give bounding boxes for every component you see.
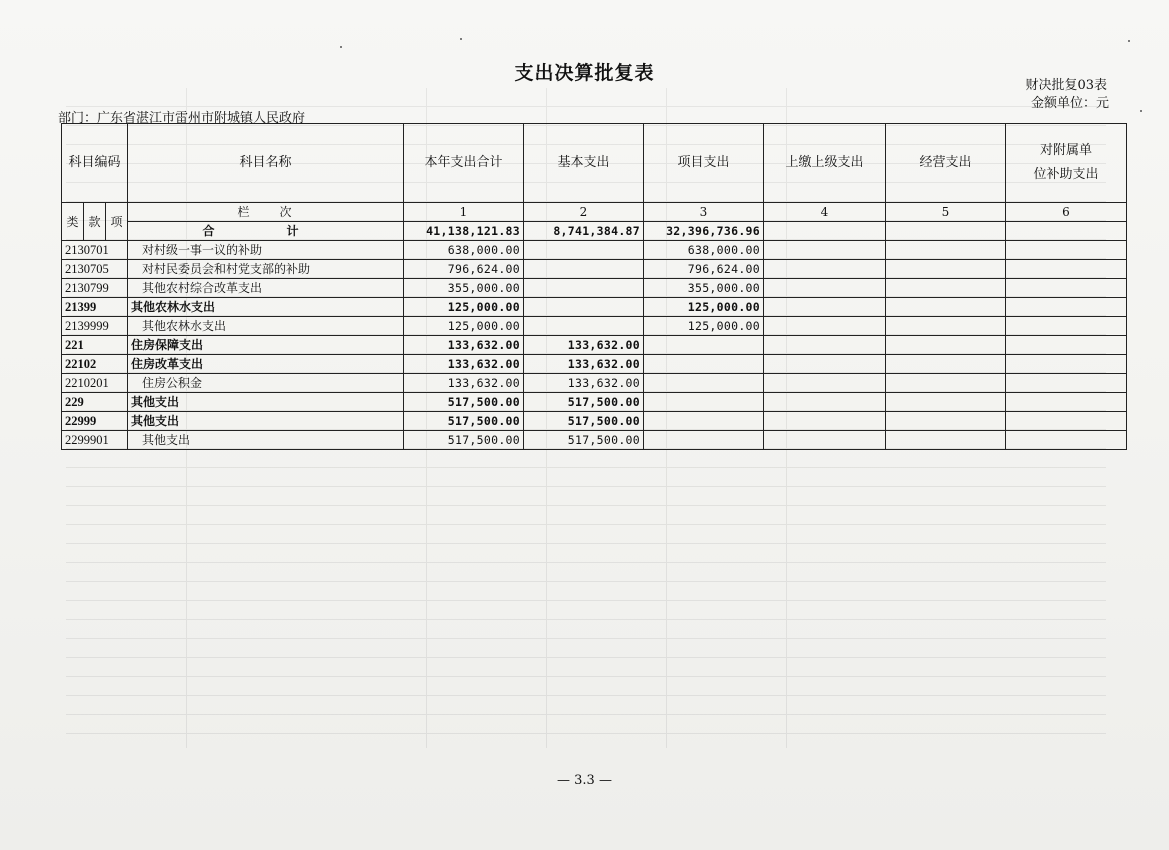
row-upper [764, 431, 886, 450]
row-business [886, 355, 1006, 374]
row-project [644, 393, 764, 412]
table-row [62, 241, 1127, 260]
table-row [62, 336, 1127, 355]
row-code: 2210201 [62, 374, 128, 393]
row-code: 229 [62, 393, 128, 412]
row-subsidy [1006, 317, 1127, 336]
row-name: 其他支出 [128, 393, 404, 412]
scan-speck [340, 46, 342, 48]
index-col-4: 4 [764, 203, 886, 222]
row-code: 2139999 [62, 317, 128, 336]
row-total: 125,000.00 [404, 317, 524, 336]
row-name: 住房改革支出 [128, 355, 404, 374]
row-name: 其他农林水支出 [128, 298, 404, 317]
row-business [886, 241, 1006, 260]
total-upper [764, 222, 886, 241]
row-code: 22999 [62, 412, 128, 431]
header-name: 科目名称 [128, 124, 404, 203]
header-project: 项目支出 [644, 124, 764, 203]
table-row [62, 431, 1127, 450]
row-total: 517,500.00 [404, 431, 524, 450]
row-basic: 517,500.00 [524, 412, 644, 431]
row-total: 638,000.00 [404, 241, 524, 260]
row-name: 对村级一事一议的补助 [128, 241, 404, 260]
row-total: 125,000.00 [404, 298, 524, 317]
form-number: 财决批复03表 [1025, 78, 1107, 93]
row-total: 796,624.00 [404, 260, 524, 279]
page-number: — 3.3 — [557, 773, 612, 788]
row-business [886, 412, 1006, 431]
scan-speck [460, 38, 462, 40]
row-name: 其他农村综合改革支出 [128, 279, 404, 298]
total-business [886, 222, 1006, 241]
header-subsidy [1006, 124, 1127, 203]
row-subsidy [1006, 260, 1127, 279]
row-total: 517,500.00 [404, 412, 524, 431]
total-basic: 8,741,384.87 [524, 222, 644, 241]
row-subsidy [1006, 355, 1127, 374]
department-label: 部门：广东省湛江市雷州市附城镇人民政府 [58, 111, 306, 126]
row-project [644, 336, 764, 355]
row-name: 其他支出 [128, 431, 404, 450]
row-code: 22102 [62, 355, 128, 374]
scan-speck [1140, 110, 1142, 112]
header-row [62, 124, 1127, 203]
row-subsidy [1006, 279, 1127, 298]
row-upper [764, 279, 886, 298]
row-basic: 133,632.00 [524, 355, 644, 374]
header-total: 本年支出合计 [404, 124, 524, 203]
row-upper [764, 317, 886, 336]
row-upper [764, 393, 886, 412]
row-business [886, 393, 1006, 412]
row-business [886, 336, 1006, 355]
table-row [62, 260, 1127, 279]
row-basic: 517,500.00 [524, 393, 644, 412]
row-subsidy [1006, 393, 1127, 412]
row-code: 21399 [62, 298, 128, 317]
row-name: 其他农林水支出 [128, 317, 404, 336]
total-project: 32,396,736.96 [644, 222, 764, 241]
index-class: 类 [62, 203, 84, 241]
table-row [62, 355, 1127, 374]
row-subsidy [1006, 431, 1127, 450]
total-subsidy [1006, 222, 1127, 241]
row-subsidy [1006, 412, 1127, 431]
row-upper [764, 241, 886, 260]
row-subsidy [1006, 298, 1127, 317]
header-subsidy-line1: 对附属单 [1039, 143, 1092, 158]
row-total: 133,632.00 [404, 355, 524, 374]
row-name: 对村民委员会和村党支部的补助 [128, 260, 404, 279]
row-code: 2130705 [62, 260, 128, 279]
table-row [62, 412, 1127, 431]
index-col-3: 3 [644, 203, 764, 222]
row-upper [764, 355, 886, 374]
row-upper [764, 336, 886, 355]
row-subsidy [1006, 336, 1127, 355]
row-project [644, 431, 764, 450]
row-project [644, 412, 764, 431]
row-name: 住房公积金 [128, 374, 404, 393]
table-row [62, 393, 1127, 412]
index-label: 栏 次 [128, 203, 404, 222]
row-total: 133,632.00 [404, 336, 524, 355]
index-col-6: 6 [1006, 203, 1127, 222]
row-basic [524, 317, 644, 336]
row-name: 住房保障支出 [128, 336, 404, 355]
index-item: 项 [106, 203, 128, 241]
row-project [644, 374, 764, 393]
scan-speck [1128, 40, 1130, 42]
row-project: 125,000.00 [644, 298, 764, 317]
row-business [886, 374, 1006, 393]
row-business [886, 317, 1006, 336]
row-total: 133,632.00 [404, 374, 524, 393]
table-row [62, 317, 1127, 336]
header-basic: 基本支出 [524, 124, 644, 203]
table-row [62, 374, 1127, 393]
row-business [886, 431, 1006, 450]
row-basic [524, 260, 644, 279]
total-amount: 41,138,121.83 [404, 222, 524, 241]
amount-unit: 金额单位：元 [1030, 96, 1109, 111]
total-row [62, 222, 1127, 241]
row-upper [764, 412, 886, 431]
row-code: 221 [62, 336, 128, 355]
row-basic: 517,500.00 [524, 431, 644, 450]
row-upper [764, 260, 886, 279]
header-business: 经营支出 [886, 124, 1006, 203]
row-business [886, 279, 1006, 298]
row-basic [524, 241, 644, 260]
row-subsidy [1006, 374, 1127, 393]
header-subsidy-line2: 位补助支出 [1033, 167, 1099, 182]
row-name: 其他支出 [128, 412, 404, 431]
index-col-5: 5 [886, 203, 1006, 222]
table-row [62, 279, 1127, 298]
row-project: 796,624.00 [644, 260, 764, 279]
index-col-1: 1 [404, 203, 524, 222]
row-project [644, 355, 764, 374]
row-total: 517,500.00 [404, 393, 524, 412]
index-col-2: 2 [524, 203, 644, 222]
row-business [886, 298, 1006, 317]
row-upper [764, 298, 886, 317]
row-code: 2130799 [62, 279, 128, 298]
row-basic [524, 298, 644, 317]
row-total: 355,000.00 [404, 279, 524, 298]
header-code: 科目编码 [62, 124, 128, 203]
row-project: 638,000.00 [644, 241, 764, 260]
row-subsidy [1006, 241, 1127, 260]
row-basic: 133,632.00 [524, 336, 644, 355]
row-business [886, 260, 1006, 279]
row-project: 125,000.00 [644, 317, 764, 336]
row-project: 355,000.00 [644, 279, 764, 298]
row-basic: 133,632.00 [524, 374, 644, 393]
row-upper [764, 374, 886, 393]
row-code: 2299901 [62, 431, 128, 450]
expenditure-table [61, 123, 1127, 450]
total-label: 合 计 [128, 222, 404, 241]
index-row [62, 203, 1127, 222]
page-title: 支出决算批复表 [514, 62, 655, 84]
row-basic [524, 279, 644, 298]
header-upper: 上缴上级支出 [764, 124, 886, 203]
index-section: 款 [84, 203, 106, 241]
row-code: 2130701 [62, 241, 128, 260]
table-row [62, 298, 1127, 317]
